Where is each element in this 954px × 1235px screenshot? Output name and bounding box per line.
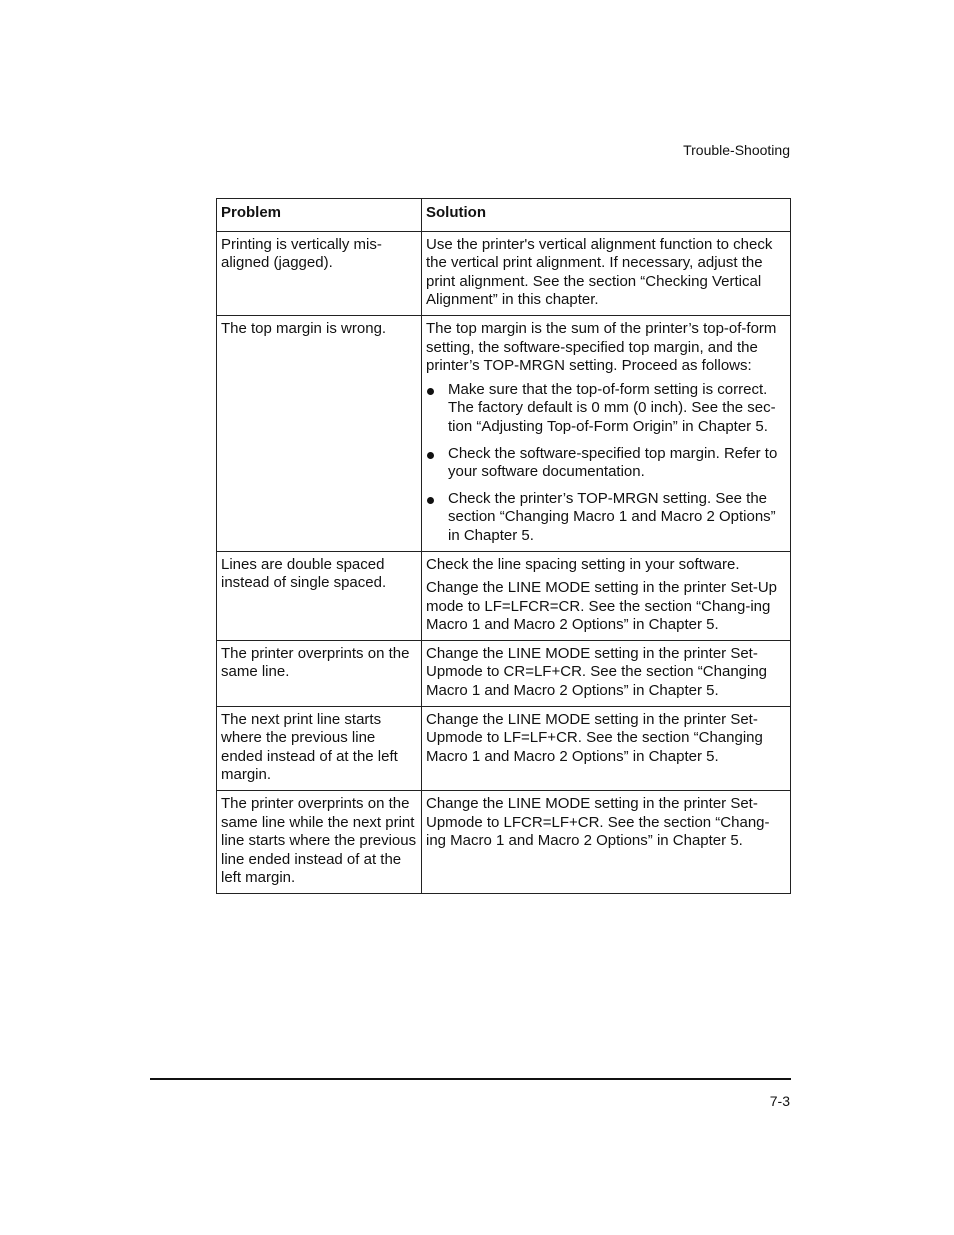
table-row	[217, 706, 791, 790]
bullet-item	[426, 490, 786, 546]
troubleshooting-table	[216, 198, 791, 894]
table-header-row	[217, 199, 791, 232]
solution-cell	[422, 551, 791, 640]
problem-cell: The top margin is wrong.	[217, 315, 422, 551]
table-row	[217, 315, 791, 551]
column-header-problem: Problem	[217, 199, 422, 232]
bullet-dot-icon	[427, 452, 434, 459]
bullet-dot-icon	[427, 388, 434, 395]
solution-paragraph: Change the LINE MODE setting in the printer Set-Upmode to CR=LF+CR. See the section “Changing Macro 1 and Macro 2 Options” in Chapter 5.	[426, 644, 768, 700]
problem-cell: The printer overprints on the same line.	[217, 640, 422, 706]
bullet-text: Make sure that the top-of-form setting is correct. The factory default is 0 mm (0 inch). See the sec-tion “Adjusting Top-of-Form Origin” in Chapter 5.	[448, 380, 776, 435]
table-row	[217, 791, 791, 894]
table-row	[217, 231, 791, 315]
footer-divider	[150, 1078, 791, 1080]
solution-cell	[422, 231, 791, 315]
solution-paragraph: The top margin is the sum of the printer’s top-of-form setting, the software-specified top margin, and the printer’s TOP-MRGN setting. Proceed as follows:	[426, 319, 777, 375]
solution-cell	[422, 640, 791, 706]
solution-cell	[422, 791, 791, 894]
running-header: Trouble-Shooting	[683, 142, 790, 158]
table-row	[217, 551, 791, 640]
solution-paragraph: Change the LINE MODE setting in the printer Set-Upmode to LFCR=LF+CR. See the section “Chang-ing Macro 1 and Macro 2 Options” in Chapter 5.	[426, 795, 770, 850]
bullet-text: Check the printer’s TOP-MRGN setting. See the section “Changing Macro 1 and Macro 2 Options” in Chapter 5.	[448, 489, 776, 544]
bullet-dot-icon	[427, 497, 434, 504]
solution-paragraph: Change the LINE MODE setting in the printer Set-Up mode to LF=LFCR=CR. See the section “Chang-ing Macro 1 and Macro 2 Options” in Chapter 5.	[426, 579, 778, 634]
column-header-solution: Solution	[422, 199, 791, 232]
solution-paragraph: Check the line spacing setting in your software.	[426, 555, 740, 573]
table-row	[217, 640, 791, 706]
problem-cell: The next print line starts where the previous line ended instead of at the left margin.	[217, 706, 422, 790]
page-number: 7-3	[769, 1093, 790, 1109]
bullet-item	[426, 445, 786, 482]
solution-paragraph: Use the printer's vertical alignment function to check the vertical print alignment. If necessary, adjust the print alignment. See the section “Checking Vertical Alignment” in this chapter.	[426, 235, 773, 309]
solution-cell	[422, 706, 791, 790]
solution-bullet-list	[426, 381, 786, 546]
problem-cell: Printing is vertically mis-aligned (jagged).	[217, 231, 422, 315]
solution-paragraph: Change the LINE MODE setting in the printer Set-Upmode to LF=LF+CR. See the section “Changing Macro 1 and Macro 2 Options” in Chapter 5.	[426, 710, 763, 765]
bullet-text: Check the software-specified top margin. Refer to your software documentation.	[448, 444, 778, 481]
solution-cell	[422, 315, 791, 551]
problem-cell: The printer overprints on the same line while the next print line starts where the previous line ended instead of at the left margin.	[217, 791, 422, 894]
problem-cell: Lines are double spaced instead of single spaced.	[217, 551, 422, 640]
bullet-item	[426, 381, 786, 437]
